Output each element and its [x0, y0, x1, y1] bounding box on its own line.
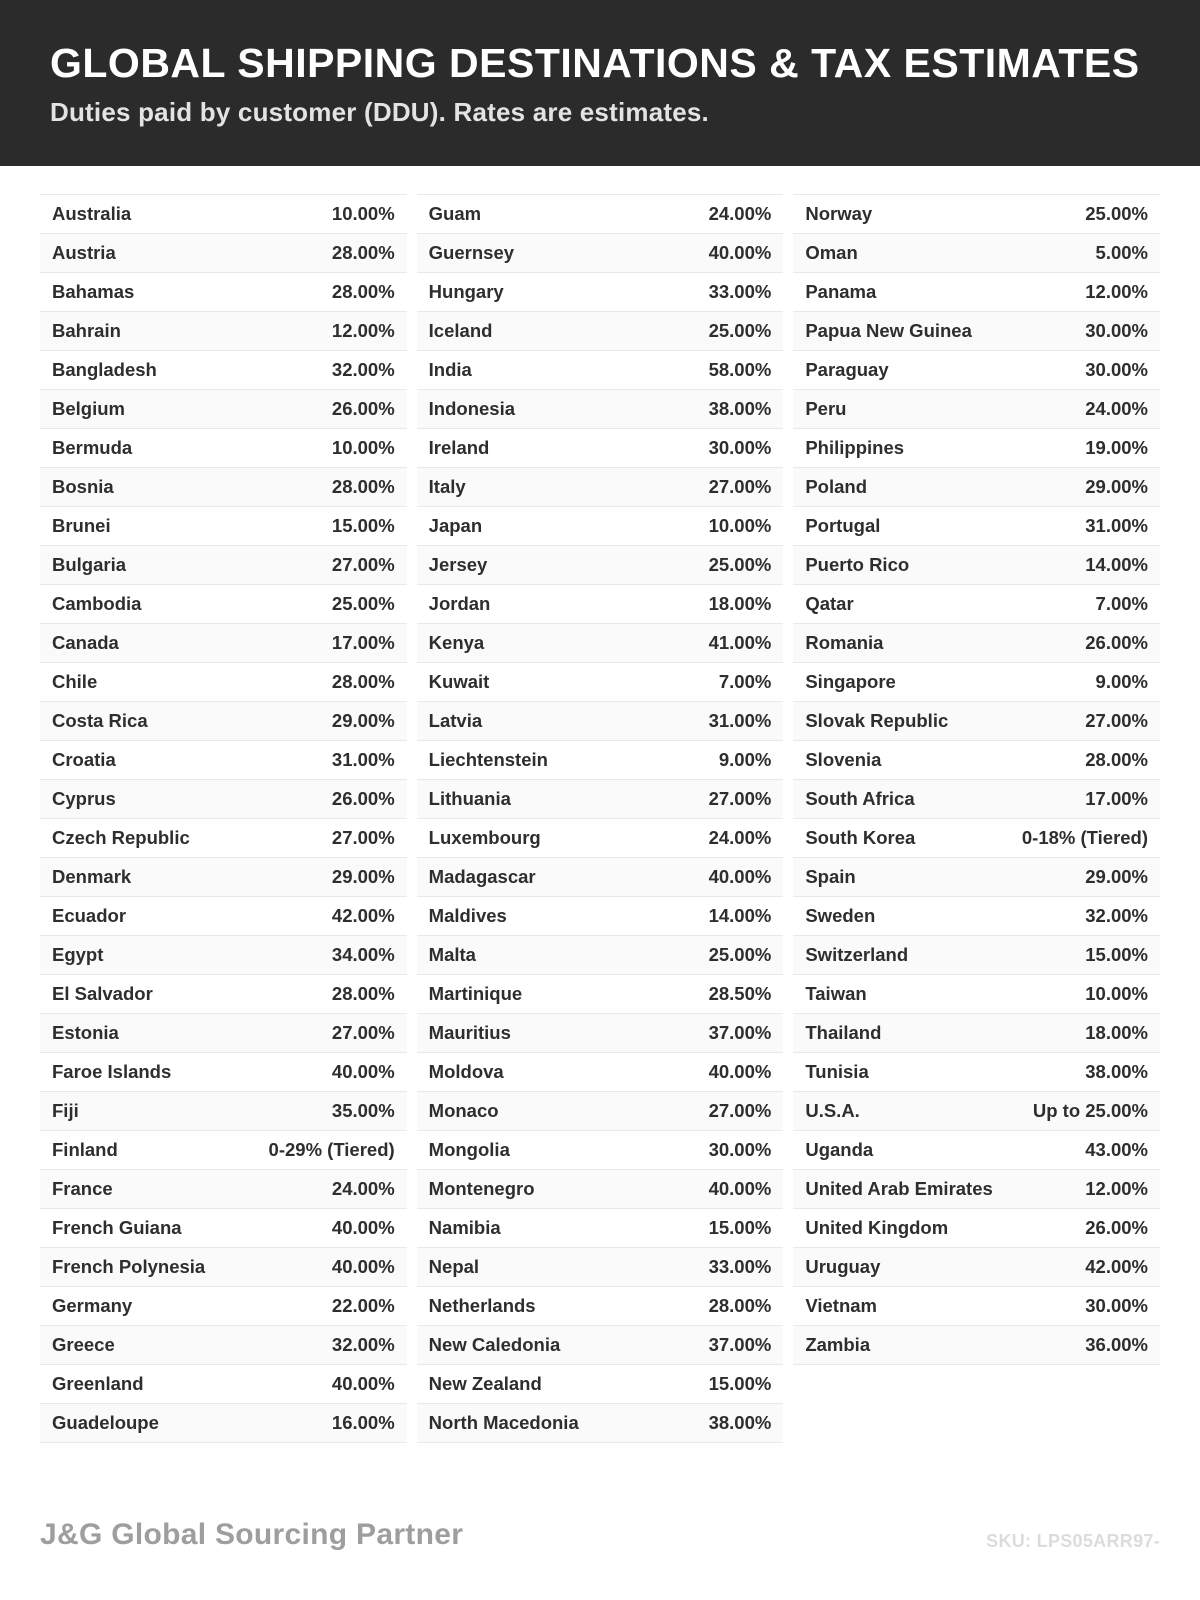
table-row	[40, 312, 407, 351]
tax-rate: 40.00%	[708, 242, 772, 264]
table-row	[793, 546, 1160, 585]
country-name: Jordan	[428, 593, 491, 615]
table-row	[793, 1014, 1160, 1053]
tax-rate: 25.00%	[708, 554, 772, 576]
table-row	[793, 858, 1160, 897]
table-row	[417, 1287, 784, 1326]
table-row	[417, 546, 784, 585]
country-name: Singapore	[805, 671, 896, 693]
country-name: Bermuda	[52, 437, 133, 459]
country-name: Guernsey	[428, 242, 515, 264]
tax-rate: 38.00%	[1085, 1061, 1149, 1083]
tax-rate: 18.00%	[708, 593, 772, 615]
tax-rate: 25.00%	[708, 944, 772, 966]
table-row	[417, 936, 784, 975]
tax-rate: 26.00%	[1085, 1217, 1149, 1239]
table-row	[793, 975, 1160, 1014]
tax-rate: 30.00%	[708, 437, 772, 459]
table-row	[40, 507, 407, 546]
country-name: Australia	[52, 203, 132, 225]
tax-rate: 41.00%	[708, 632, 772, 654]
table-row	[793, 741, 1160, 780]
tax-table-column-1	[40, 194, 407, 1443]
table-row	[793, 1170, 1160, 1209]
country-name: Slovak Republic	[805, 710, 949, 732]
country-name: Kuwait	[428, 671, 490, 693]
tax-rate: 34.00%	[331, 944, 395, 966]
tax-rate: 17.00%	[331, 632, 395, 654]
page-header	[0, 0, 1200, 166]
table-row	[417, 234, 784, 273]
tax-rate: 24.00%	[331, 1178, 395, 1200]
tax-rate: 27.00%	[708, 788, 772, 810]
country-name: Poland	[805, 476, 868, 498]
table-row	[793, 897, 1160, 936]
country-name: United Arab Emirates	[805, 1178, 993, 1200]
tax-rate: 24.00%	[1085, 398, 1149, 420]
country-name: Portugal	[805, 515, 881, 537]
table-row	[40, 1365, 407, 1404]
table-row	[40, 1248, 407, 1287]
tax-rate: 31.00%	[1085, 515, 1149, 537]
tax-rate: 40.00%	[331, 1256, 395, 1278]
tax-rate: 19.00%	[1085, 437, 1149, 459]
country-name: Egypt	[52, 944, 104, 966]
tax-rate: 5.00%	[1095, 242, 1149, 264]
tax-rate: 42.00%	[1085, 1256, 1149, 1278]
country-name: Romania	[805, 632, 884, 654]
tax-rate: 28.00%	[331, 242, 395, 264]
tax-rate: 14.00%	[708, 905, 772, 927]
country-name: Namibia	[428, 1217, 501, 1239]
tax-rate: 0-18% (Tiered)	[1021, 827, 1149, 849]
tax-rate: 28.00%	[331, 281, 395, 303]
country-name: Iceland	[428, 320, 493, 342]
table-row	[793, 312, 1160, 351]
table-row	[40, 1287, 407, 1326]
country-name: Bahamas	[52, 281, 135, 303]
country-name: Madagascar	[428, 866, 536, 888]
table-row	[417, 663, 784, 702]
country-name: Norway	[805, 203, 873, 225]
tax-rate: Up to 25.00%	[1032, 1100, 1149, 1122]
table-row	[40, 273, 407, 312]
country-name: French Polynesia	[52, 1256, 206, 1278]
table-row	[417, 1365, 784, 1404]
country-name: Chile	[52, 671, 98, 693]
tax-rate: 29.00%	[331, 710, 395, 732]
country-name: Finland	[52, 1139, 118, 1161]
table-row	[417, 1209, 784, 1248]
table-row	[793, 585, 1160, 624]
tax-rate: 12.00%	[1085, 1178, 1149, 1200]
table-row	[40, 858, 407, 897]
table-row	[417, 1092, 784, 1131]
tax-rate: 14.00%	[1085, 554, 1149, 576]
country-name: Fiji	[52, 1100, 79, 1122]
tax-rate: 35.00%	[331, 1100, 395, 1122]
country-name: Jersey	[428, 554, 488, 576]
country-name: Guadeloupe	[52, 1412, 159, 1434]
tax-rate: 40.00%	[331, 1373, 395, 1395]
tax-rate: 28.50%	[708, 983, 772, 1005]
table-row	[793, 390, 1160, 429]
table-row	[417, 1014, 784, 1053]
country-name: Nepal	[428, 1256, 480, 1278]
table-row	[417, 1326, 784, 1365]
table-row	[417, 858, 784, 897]
tax-rate: 30.00%	[1085, 359, 1149, 381]
country-name: Thailand	[805, 1022, 882, 1044]
table-row	[417, 1170, 784, 1209]
table-row	[417, 780, 784, 819]
table-row	[40, 1014, 407, 1053]
country-name: Denmark	[52, 866, 132, 888]
table-row	[793, 1287, 1160, 1326]
tax-rate: 24.00%	[708, 827, 772, 849]
country-name: U.S.A.	[805, 1100, 860, 1122]
tax-rate: 10.00%	[331, 437, 395, 459]
country-name: South Korea	[805, 827, 916, 849]
country-name: Oman	[805, 242, 858, 264]
table-row	[40, 975, 407, 1014]
table-row	[793, 1092, 1160, 1131]
tax-rate: 17.00%	[1085, 788, 1149, 810]
page-subtitle: Duties paid by customer (DDU). Rates are estimates.	[50, 97, 709, 128]
country-name: Moldova	[428, 1061, 504, 1083]
table-row	[40, 429, 407, 468]
table-row	[793, 1248, 1160, 1287]
table-row	[793, 663, 1160, 702]
country-name: Panama	[805, 281, 877, 303]
country-name: Austria	[52, 242, 116, 264]
table-row	[417, 312, 784, 351]
tax-rate: 32.00%	[1085, 905, 1149, 927]
table-row	[793, 195, 1160, 234]
country-name: Luxembourg	[428, 827, 541, 849]
table-row	[40, 1053, 407, 1092]
country-name: Monaco	[428, 1100, 499, 1122]
table-row	[793, 1209, 1160, 1248]
table-row	[417, 624, 784, 663]
country-name: Kenya	[428, 632, 485, 654]
table-row	[417, 429, 784, 468]
country-name: Liechtenstein	[428, 749, 548, 771]
table-row	[417, 507, 784, 546]
country-name: Estonia	[52, 1022, 119, 1044]
page-title: GLOBAL SHIPPING DESTINATIONS & TAX ESTIMATES	[50, 40, 1140, 86]
brand-text: J&G Global Sourcing Partner	[40, 1518, 464, 1551]
table-row	[417, 1053, 784, 1092]
country-name: Paraguay	[805, 359, 889, 381]
country-name: Greenland	[52, 1373, 144, 1395]
country-name: United Kingdom	[805, 1217, 949, 1239]
country-name: Lithuania	[428, 788, 511, 810]
table-row	[40, 1131, 407, 1170]
country-name: Brunei	[52, 515, 111, 537]
country-name: Latvia	[428, 710, 483, 732]
table-row	[793, 1326, 1160, 1365]
country-name: Uganda	[805, 1139, 874, 1161]
tax-rate: 31.00%	[331, 749, 395, 771]
tax-rate: 37.00%	[708, 1334, 772, 1356]
tax-rate: 26.00%	[331, 788, 395, 810]
table-row	[40, 390, 407, 429]
tax-rate: 40.00%	[708, 1061, 772, 1083]
table-row	[793, 429, 1160, 468]
table-row	[40, 1092, 407, 1131]
country-name: Greece	[52, 1334, 115, 1356]
country-name: Bosnia	[52, 476, 114, 498]
country-name: Guam	[428, 203, 482, 225]
country-name: Mauritius	[428, 1022, 511, 1044]
tax-rate: 10.00%	[708, 515, 772, 537]
country-name: Puerto Rico	[805, 554, 910, 576]
tax-rate: 12.00%	[1085, 281, 1149, 303]
table-row	[40, 468, 407, 507]
country-name: Croatia	[52, 749, 116, 771]
table-row	[417, 468, 784, 507]
tax-rate: 27.00%	[331, 554, 395, 576]
tax-rate: 29.00%	[1085, 866, 1149, 888]
tax-table	[0, 166, 1200, 1443]
tax-rate: 30.00%	[1085, 320, 1149, 342]
tax-rate: 24.00%	[708, 203, 772, 225]
country-name: Mongolia	[428, 1139, 510, 1161]
country-name: Sweden	[805, 905, 876, 927]
tax-rate: 15.00%	[708, 1373, 772, 1395]
table-row	[40, 741, 407, 780]
country-name: Bangladesh	[52, 359, 157, 381]
country-name: Bahrain	[52, 320, 121, 342]
country-name: South Africa	[805, 788, 915, 810]
country-name: New Zealand	[428, 1373, 542, 1395]
tax-rate: 31.00%	[708, 710, 772, 732]
tax-rate: 27.00%	[331, 827, 395, 849]
table-row	[793, 819, 1160, 858]
table-row	[793, 702, 1160, 741]
table-row	[793, 624, 1160, 663]
tax-rate: 25.00%	[708, 320, 772, 342]
country-name: Philippines	[805, 437, 905, 459]
tax-rate: 26.00%	[331, 398, 395, 420]
sku-text: SKU: LPS05ARR97-	[986, 1531, 1160, 1551]
tax-rate: 27.00%	[708, 476, 772, 498]
country-name: Montenegro	[428, 1178, 535, 1200]
tax-rate: 28.00%	[708, 1295, 772, 1317]
tax-rate: 25.00%	[1085, 203, 1149, 225]
country-name: Faroe Islands	[52, 1061, 172, 1083]
tax-table-column-2	[417, 194, 784, 1443]
country-name: Peru	[805, 398, 847, 420]
table-row	[417, 897, 784, 936]
country-name: Spain	[805, 866, 856, 888]
table-row	[417, 1248, 784, 1287]
table-row	[793, 1053, 1160, 1092]
tax-rate: 40.00%	[331, 1217, 395, 1239]
country-name: Japan	[428, 515, 483, 537]
table-row	[793, 273, 1160, 312]
tax-rate: 29.00%	[331, 866, 395, 888]
country-name: Maldives	[428, 905, 507, 927]
country-name: Martinique	[428, 983, 523, 1005]
table-row	[40, 780, 407, 819]
table-row	[40, 234, 407, 273]
table-row	[417, 702, 784, 741]
table-row	[40, 624, 407, 663]
tax-rate: 7.00%	[1095, 593, 1149, 615]
tax-rate: 28.00%	[331, 671, 395, 693]
tax-rate: 15.00%	[331, 515, 395, 537]
page-footer	[40, 1518, 1160, 1552]
country-name: North Macedonia	[428, 1412, 579, 1434]
tax-rate: 28.00%	[331, 476, 395, 498]
tax-rate: 27.00%	[331, 1022, 395, 1044]
table-row	[417, 819, 784, 858]
country-name: Uruguay	[805, 1256, 881, 1278]
country-name: Cyprus	[52, 788, 116, 810]
country-name: Germany	[52, 1295, 133, 1317]
country-name: New Caledonia	[428, 1334, 561, 1356]
table-row	[40, 585, 407, 624]
tax-rate: 33.00%	[708, 281, 772, 303]
table-row	[40, 819, 407, 858]
tax-rate: 18.00%	[1085, 1022, 1149, 1044]
country-name: Czech Republic	[52, 827, 190, 849]
country-name: Netherlands	[428, 1295, 536, 1317]
tax-rate: 33.00%	[708, 1256, 772, 1278]
tax-rate: 7.00%	[718, 671, 772, 693]
table-row	[417, 390, 784, 429]
tax-rate: 25.00%	[331, 593, 395, 615]
country-name: Qatar	[805, 593, 854, 615]
table-row	[40, 663, 407, 702]
tax-rate: 30.00%	[708, 1139, 772, 1161]
tax-rate: 30.00%	[1085, 1295, 1149, 1317]
tax-rate: 29.00%	[1085, 476, 1149, 498]
table-row	[417, 351, 784, 390]
country-name: Zambia	[805, 1334, 871, 1356]
country-name: Malta	[428, 944, 476, 966]
tax-table-column-3	[793, 194, 1160, 1365]
tax-rate: 28.00%	[1085, 749, 1149, 771]
tax-rate: 40.00%	[331, 1061, 395, 1083]
tax-rate: 38.00%	[708, 1412, 772, 1434]
country-name: Canada	[52, 632, 119, 654]
table-row	[417, 1404, 784, 1443]
country-name: Papua New Guinea	[805, 320, 972, 342]
table-row	[40, 936, 407, 975]
country-name: Bulgaria	[52, 554, 127, 576]
table-row	[40, 1170, 407, 1209]
tax-rate: 0-29% (Tiered)	[268, 1139, 395, 1161]
tax-rate: 43.00%	[1085, 1139, 1149, 1161]
table-row	[417, 195, 784, 234]
tax-rate: 15.00%	[1085, 944, 1149, 966]
country-name: Indonesia	[428, 398, 516, 420]
tax-rate: 37.00%	[708, 1022, 772, 1044]
table-row	[40, 702, 407, 741]
table-row	[40, 546, 407, 585]
tax-rate: 38.00%	[708, 398, 772, 420]
country-name: Ecuador	[52, 905, 127, 927]
table-row	[793, 936, 1160, 975]
tax-rate: 32.00%	[331, 359, 395, 381]
country-name: Belgium	[52, 398, 125, 420]
table-row	[417, 585, 784, 624]
tax-rate: 32.00%	[331, 1334, 395, 1356]
tax-rate: 16.00%	[331, 1412, 395, 1434]
country-name: Costa Rica	[52, 710, 148, 732]
tax-rate: 15.00%	[708, 1217, 772, 1239]
country-name: Cambodia	[52, 593, 142, 615]
tax-rate: 22.00%	[331, 1295, 395, 1317]
tax-rate: 36.00%	[1085, 1334, 1149, 1356]
table-row	[40, 351, 407, 390]
country-name: Ireland	[428, 437, 490, 459]
table-row	[793, 1131, 1160, 1170]
tax-rate: 12.00%	[331, 320, 395, 342]
country-name: India	[428, 359, 472, 381]
table-row	[793, 234, 1160, 273]
tax-rate: 27.00%	[708, 1100, 772, 1122]
country-name: Hungary	[428, 281, 504, 303]
country-name: Slovenia	[805, 749, 882, 771]
tax-rate: 9.00%	[1095, 671, 1149, 693]
tax-rate: 40.00%	[708, 1178, 772, 1200]
tax-rate: 58.00%	[708, 359, 772, 381]
country-name: French Guiana	[52, 1217, 182, 1239]
tax-rate: 40.00%	[708, 866, 772, 888]
country-name: Tunisia	[805, 1061, 869, 1083]
table-row	[40, 195, 407, 234]
country-name: Taiwan	[805, 983, 867, 1005]
table-row	[417, 273, 784, 312]
tax-rate: 10.00%	[1085, 983, 1149, 1005]
table-row	[417, 975, 784, 1014]
country-name: France	[52, 1178, 113, 1200]
table-row	[793, 351, 1160, 390]
tax-rate: 28.00%	[331, 983, 395, 1005]
tax-rate: 9.00%	[718, 749, 772, 771]
country-name: Italy	[428, 476, 466, 498]
tax-rate: 27.00%	[1085, 710, 1149, 732]
table-row	[793, 507, 1160, 546]
tax-rate: 26.00%	[1085, 632, 1149, 654]
country-name: El Salvador	[52, 983, 153, 1005]
table-row	[417, 741, 784, 780]
table-row	[40, 1326, 407, 1365]
tax-rate: 42.00%	[331, 905, 395, 927]
table-row	[40, 1209, 407, 1248]
table-row	[793, 780, 1160, 819]
country-name: Vietnam	[805, 1295, 877, 1317]
country-name: Switzerland	[805, 944, 909, 966]
table-row	[40, 897, 407, 936]
table-row	[793, 468, 1160, 507]
tax-rate: 10.00%	[331, 203, 395, 225]
table-row	[40, 1404, 407, 1443]
table-row	[417, 1131, 784, 1170]
